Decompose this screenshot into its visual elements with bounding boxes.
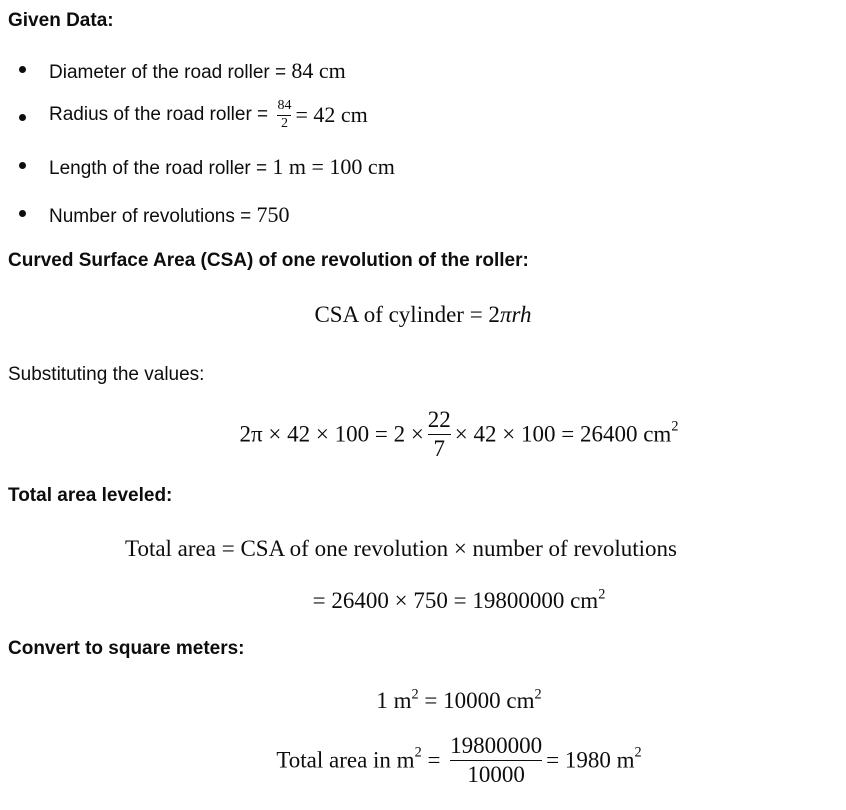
pi-frac-num: 22 — [427, 407, 451, 432]
radius-value: = 42 cm — [295, 102, 368, 128]
conversion-line — [0, 688, 846, 714]
bullet-icon — [19, 210, 26, 217]
total-area-line2-text: = 26400 × 750 = 19800000 cm — [312, 588, 599, 613]
final-result: = 1980 m — [546, 747, 635, 773]
given-revolutions — [49, 202, 290, 228]
substitution-equation — [0, 408, 846, 461]
conversion-left-exponent: 2 — [411, 686, 419, 703]
csa-formula-vars: rh — [511, 302, 532, 327]
csa-heading: Curved Surface Area (CSA) of one revolution of the roller: — [8, 250, 529, 271]
given-length — [49, 154, 395, 180]
radius-label: Radius of the road roller = — [49, 104, 274, 126]
substitution-left: 2π × 42 × 100 = 2 × — [239, 421, 424, 447]
convert-heading: Convert to square meters: — [8, 638, 245, 659]
conversion-left: 1 m — [376, 688, 412, 713]
final-frac-num: 19800000 — [450, 733, 543, 758]
total-area-line1: Total area = CSA of one revolution × number of revolutions — [125, 536, 677, 561]
conversion-right: = 10000 cm — [418, 688, 535, 713]
final-label-exponent: 2 — [414, 744, 422, 761]
given-radius — [49, 99, 368, 131]
pi-fraction — [428, 408, 451, 461]
final-result-exponent: 2 — [634, 744, 642, 761]
radius-frac-num: 84 — [277, 98, 292, 113]
substitution-exponent: 2 — [671, 418, 679, 435]
revolutions-label: Number of revolutions = — [49, 206, 257, 227]
csa-formula-text: CSA of cylinder = 2 — [314, 302, 500, 327]
length-value: 1 m = 100 cm — [272, 154, 395, 179]
pi-frac-den: 7 — [433, 436, 446, 462]
total-area-line2 — [0, 588, 846, 614]
bullet-icon — [19, 162, 26, 169]
radius-fraction — [277, 99, 291, 131]
final-label: Total area in m — [276, 747, 415, 773]
final-frac-den: 10000 — [467, 762, 525, 788]
bullet-icon — [19, 66, 26, 73]
revolutions-value: 750 — [256, 202, 290, 227]
total-area-heading: Total area leveled: — [8, 485, 173, 506]
length-label: Length of the road roller = — [49, 158, 273, 179]
diameter-label: Diameter of the road roller = — [49, 62, 292, 83]
substitution-right: × 42 × 100 = 26400 cm — [454, 421, 672, 447]
bullet-icon — [19, 114, 26, 121]
radius-frac-den: 2 — [280, 115, 288, 131]
final-fraction — [450, 734, 542, 787]
given-data-heading: Given Data: — [8, 10, 114, 31]
csa-formula — [0, 302, 846, 328]
total-area-exponent: 2 — [598, 586, 606, 603]
final-answer-equation: Total area in $m^2$ = $\frac{19800000}{10000}$ = 1980 $m^2$ — [276, 733, 642, 788]
given-diameter — [49, 58, 346, 84]
substituting-label: Substituting the values: — [8, 364, 205, 385]
diameter-value: 84 cm — [291, 58, 346, 83]
pi-symbol: π — [499, 302, 512, 327]
conversion-right-exponent: 2 — [534, 686, 542, 703]
